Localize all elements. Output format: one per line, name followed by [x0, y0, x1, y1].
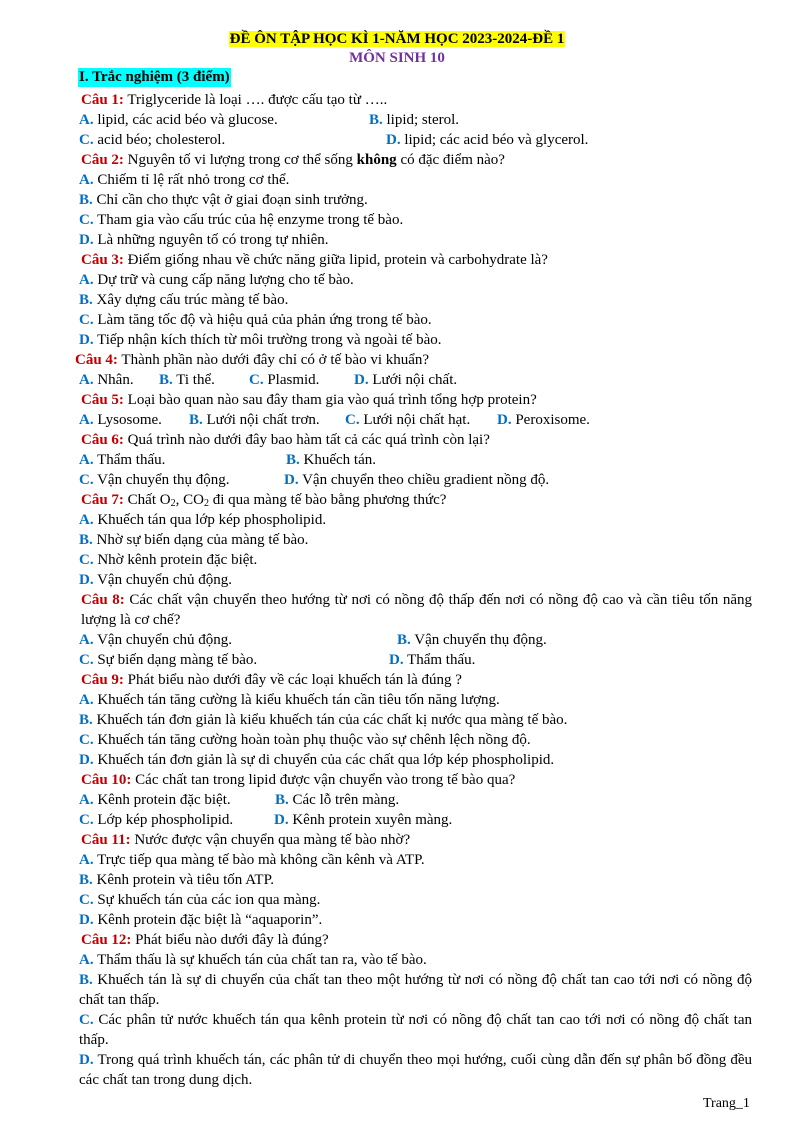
option-8a: A. Vận chuyển chủ động.	[79, 632, 233, 648]
option-2d: D. Là những nguyên tố có trong tự nhiên.	[79, 232, 329, 248]
option-8d: D. Thẩm thấu.	[389, 652, 476, 668]
option-2b: B. Chỉ cần cho thực vật ở giai đoạn sinh trưởng.	[79, 192, 368, 208]
option-2a: A. Chiếm tỉ lệ rất nhỏ trong cơ thể.	[79, 172, 290, 188]
option-9a: A. Khuếch tán tăng cường là kiểu khuếch tán cần tiêu tốn năng lượng.	[79, 692, 500, 708]
question-1: Câu 1: Triglyceride là loại …. được cấu tạo từ …..	[81, 92, 388, 108]
option-3c: C. Làm tăng tốc độ và hiệu quả của phản ứng trong tế bào.	[79, 312, 432, 328]
option-3a: A. Dự trữ và cung cấp năng lượng cho tế bào.	[79, 272, 354, 288]
option-4a: A. Nhân.	[79, 372, 134, 388]
option-11c: C. Sự khuếch tán của các ion qua màng.	[79, 892, 321, 908]
section-heading: I. Trắc nghiệm (3 điểm)	[79, 69, 230, 85]
option-9c: C. Khuếch tán tăng cường hoàn toàn phụ thuộc vào sự chênh lệch nồng độ.	[79, 732, 531, 748]
option-9b: B. Khuếch tán đơn giản là kiểu khuếch tán của các chất kị nước qua màng tế bào.	[79, 712, 568, 728]
option-row	[79, 470, 752, 490]
option-7c: C. Nhờ kênh protein đặc biệt.	[79, 552, 258, 568]
option-5c: C. Lưới nội chất hạt.	[345, 412, 471, 428]
option-row	[79, 790, 752, 810]
option-8c: C. Sự biến dạng màng tế bào.	[79, 652, 258, 668]
option-row	[79, 410, 752, 430]
option-5a: A. Lysosome.	[79, 412, 162, 428]
option-4c: C. Plasmid.	[249, 372, 320, 388]
option-2c: C. Tham gia vào cấu trúc của hệ enzyme trong tế bào.	[79, 212, 404, 228]
option-6a: A. Thẩm thấu.	[79, 452, 166, 468]
option-row	[79, 450, 752, 470]
question-7: Câu 7: Chất $O_2$, $CO_2$ đi qua màng tế bào bằng phương thức?	[81, 492, 447, 509]
question-2: Câu 2: Nguyên tố vi lượng trong cơ thể sống không có đặc điểm nào?	[81, 152, 505, 168]
option-12a: A. Thẩm thấu là sự khuếch tán của chất tan ra, vào tế bào.	[79, 952, 427, 968]
option-5d: D. Peroxisome.	[497, 412, 590, 428]
option-row	[79, 370, 752, 390]
option-row	[79, 810, 752, 830]
option-12c: C. Các phân tử nước khuếch tán qua kênh protein từ nơi có nồng độ chất tan cao tới nơi có nồng độ chất tan thấp.	[79, 1012, 752, 1048]
question-list	[75, 90, 752, 1090]
option-1a: A. lipid, các acid béo và glucose.	[79, 112, 278, 128]
option-10b: B. Các lỗ trên màng.	[275, 792, 400, 808]
option-1d: D. lipid; các acid béo và glycerol.	[386, 132, 589, 148]
option-7d: D. Vận chuyển chủ động.	[79, 572, 233, 588]
option-row	[79, 650, 752, 670]
option-row	[79, 110, 752, 130]
question-11: Câu 11: Nước được vận chuyển qua màng tế bào nhờ?	[81, 832, 411, 848]
question-4: Câu 4: Thành phần nào dưới đây chỉ có ở tế bào vi khuẩn?	[75, 352, 430, 368]
option-row	[79, 130, 752, 150]
option-1b: B. lipid; sterol.	[369, 112, 460, 128]
option-6b: B. Khuếch tán.	[286, 452, 376, 468]
option-5b: B. Lưới nội chất trơn.	[189, 412, 320, 428]
option-6c: C. Vận chuyển thụ động.	[79, 472, 230, 488]
exam-title: ĐỀ ÔN TẬP HỌC KÌ 1-NĂM HỌC 2023-2024-ĐỀ 1	[229, 31, 565, 47]
option-11d: D. Kênh protein đặc biệt là “aquaporin”.	[79, 912, 323, 928]
option-7a: A. Khuếch tán qua lớp kép phospholipid.	[79, 512, 327, 528]
option-8b: B. Vận chuyển thụ động.	[397, 632, 547, 648]
option-6d: D. Vận chuyển theo chiều gradient nồng độ.	[284, 472, 550, 488]
option-12d: D. Trong quá trình khuếch tán, các phân tử di chuyển theo mọi hướng, cuối cùng dẫn đến sự phân bố đồng đều các chất tan trong dung dịch.	[79, 1052, 752, 1088]
question-12: Câu 12: Phát biểu nào dưới đây là đúng?	[81, 932, 329, 948]
option-11b: B. Kênh protein và tiêu tốn ATP.	[79, 872, 274, 888]
option-10a: A. Kênh protein đặc biệt.	[79, 792, 231, 808]
option-9d: D. Khuếch tán đơn giản là sự di chuyển của các chất qua lớp kép phospholipid.	[79, 752, 555, 768]
option-3d: D. Tiếp nhận kích thích từ môi trường trong và ngoài tế bào.	[79, 332, 442, 348]
option-10c: C. Lớp kép phospholipid.	[79, 812, 234, 828]
option-12b: B. Khuếch tán là sự di chuyển của chất tan theo một hướng từ nơi có nồng độ chất tan cao tới nơi có nồng độ chất tan thấp.	[79, 972, 752, 1008]
question-6: Câu 6: Quá trình nào dưới đây bao hàm tất cả các quá trình còn lại?	[81, 432, 490, 448]
option-7b: B. Nhờ sự biến dạng của màng tế bào.	[79, 532, 309, 548]
option-row	[79, 630, 752, 650]
option-3b: B. Xây dựng cấu trúc màng tế bào.	[79, 292, 289, 308]
option-11a: A. Trực tiếp qua màng tế bào mà không cần kênh và ATP.	[79, 852, 425, 868]
question-8: Câu 8: Các chất vận chuyển theo hướng từ nơi có nồng độ thấp đến nơi có nồng độ cao và cần tiêu tốn năng lượng là cơ chế?	[81, 592, 752, 628]
option-4b: B. Ti thể.	[159, 372, 215, 388]
option-1c: C. acid béo; cholesterol.	[79, 132, 226, 148]
option-10d: D. Kênh protein xuyên màng.	[274, 812, 453, 828]
option-4d: D. Lưới nội chất.	[354, 372, 458, 388]
question-9: Câu 9: Phát biểu nào dưới đây về các loại khuếch tán là đúng ?	[81, 672, 462, 688]
exam-subtitle: MÔN SINH 10	[349, 50, 445, 66]
page-number: Trang_1	[703, 1096, 750, 1111]
question-5: Câu 5: Loại bào quan nào sau đây tham gia vào quá trình tổng hợp protein?	[81, 392, 537, 408]
question-3: Câu 3: Điểm giống nhau về chức năng giữa lipid, protein và carbohydrate là?	[81, 252, 548, 268]
question-10: Câu 10: Các chất tan trong lipid được vận chuyển vào trong tế bào qua?	[81, 772, 516, 788]
